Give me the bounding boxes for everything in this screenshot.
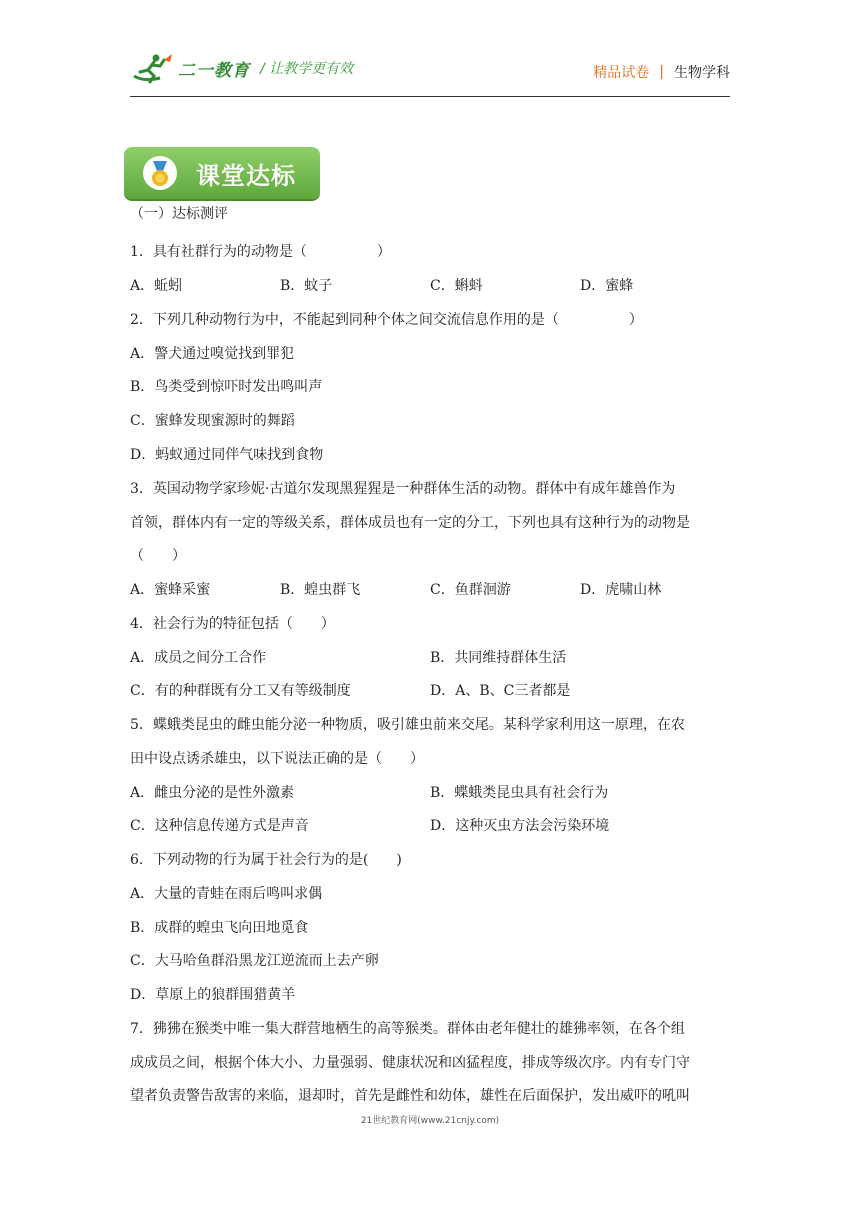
option: A．成员之间分工合作 <box>130 650 267 666</box>
logo-name: 二一教育 <box>178 60 250 81</box>
logo-slogan: / 让教学更有效 <box>260 61 354 77</box>
question-5-line-1: 5．蝶蛾类昆虫的雌虫能分泌一种物质，吸引雄虫前来交尾。某科学家利用这一原理，在农 <box>130 717 685 733</box>
question-3-line-1: 3．英国动物学家珍妮·古道尔发现黑猩猩是一种群体生活的动物。群体中有成年雄兽作为 <box>130 481 676 497</box>
medal-icon <box>142 155 178 191</box>
option: D．蚂蚁通过同伴气味找到食物 <box>130 447 324 463</box>
question-7-line-3: 望者负责警告敌害的来临，退却时，首先是雌性和幼体，雄性在后面保护，发出威吓的吼叫 <box>130 1088 690 1104</box>
page-header <box>130 48 730 97</box>
option: D．这种灭虫方法会污染环境 <box>430 818 610 834</box>
option: A．蜜蜂采蜜 <box>130 582 211 598</box>
option: B．蝶蛾类昆虫具有社会行为 <box>430 785 609 801</box>
option: B．共同维持群体生活 <box>430 650 567 666</box>
option: C．这种信息传递方式是声音 <box>130 818 309 834</box>
option: A．大量的青蛙在雨后鸣叫求偶 <box>130 886 323 902</box>
question-3-line-2: 首领，群体内有一定的等级关系，群体成员也有一定的分工，下列也具有这种行为的动物是 <box>130 515 690 531</box>
category-label: 精品试卷 <box>593 65 650 81</box>
option: A．蚯蚓 <box>130 278 183 294</box>
logo <box>130 52 353 84</box>
subject-label: 生物学科 <box>674 65 730 81</box>
option: B．成群的蝗虫飞向田地觅食 <box>130 920 309 936</box>
option: A．警犬通过嗅觉找到罪犯 <box>130 346 295 362</box>
option: D．草原上的狼群围猎黄羊 <box>130 987 296 1003</box>
option: D．A、B、C三者都是 <box>430 683 571 699</box>
question-1-options <box>130 276 730 296</box>
option: A．雌虫分泌的是性外激素 <box>130 785 295 801</box>
question-4: 4．社会行为的特征包括（ ） <box>130 616 335 632</box>
header-tags <box>593 62 730 82</box>
option: C．大马哈鱼群沿黑龙江逆流而上去产卵 <box>130 953 379 969</box>
option: D．蜜蜂 <box>580 278 634 294</box>
option: C．蝌蚪 <box>430 278 483 294</box>
question-4-options-row-2 <box>130 681 730 701</box>
option: B．蚊子 <box>280 278 333 294</box>
question-5-options-row-1 <box>130 783 730 803</box>
runner-logo-icon <box>130 52 176 84</box>
section-banner <box>124 147 320 199</box>
option: D．虎啸山林 <box>580 582 662 598</box>
page-footer: 21世纪教育网(www.21cnjy.com) <box>360 1116 500 1126</box>
question-7-line-1: 7．狒狒在猴类中唯一集大群营地栖生的高等猴类。群体由老年健壮的雄狒率领，在各个组 <box>130 1021 685 1037</box>
question-5-options-row-2 <box>130 816 730 836</box>
question-7-line-2: 成成员之间，根据个体大小、力量强弱、健康状况和凶猛程度，排成等级次序。内有专门守 <box>130 1055 690 1071</box>
option: B．蝗虫群飞 <box>280 582 361 598</box>
option: C．有的种群既有分工又有等级制度 <box>130 683 351 699</box>
question-5-line-2: 田中设点诱杀雄虫，以下说法正确的是（ ） <box>130 751 424 767</box>
option: C．鱼群洄游 <box>430 582 511 598</box>
question-3-options <box>130 580 730 600</box>
header-separator: | <box>659 64 664 80</box>
banner-title: 课堂达标 <box>196 162 296 190</box>
question-1: 1．具有社群行为的动物是（ ） <box>130 244 391 260</box>
option: B．鸟类受到惊吓时发出鸣叫声 <box>130 379 323 395</box>
question-4-options-row-1 <box>130 648 730 668</box>
question-6: 6．下列动物的行为属于社会行为的是( ) <box>130 852 402 868</box>
section-title: （一）达标测评 <box>130 206 228 222</box>
question-3-line-3: （ ） <box>130 548 186 564</box>
option: C．蜜蜂发现蜜源时的舞蹈 <box>130 413 295 429</box>
question-2: 2．下列几种动物行为中，不能起到同种个体之间交流信息作用的是（ ） <box>130 312 643 328</box>
